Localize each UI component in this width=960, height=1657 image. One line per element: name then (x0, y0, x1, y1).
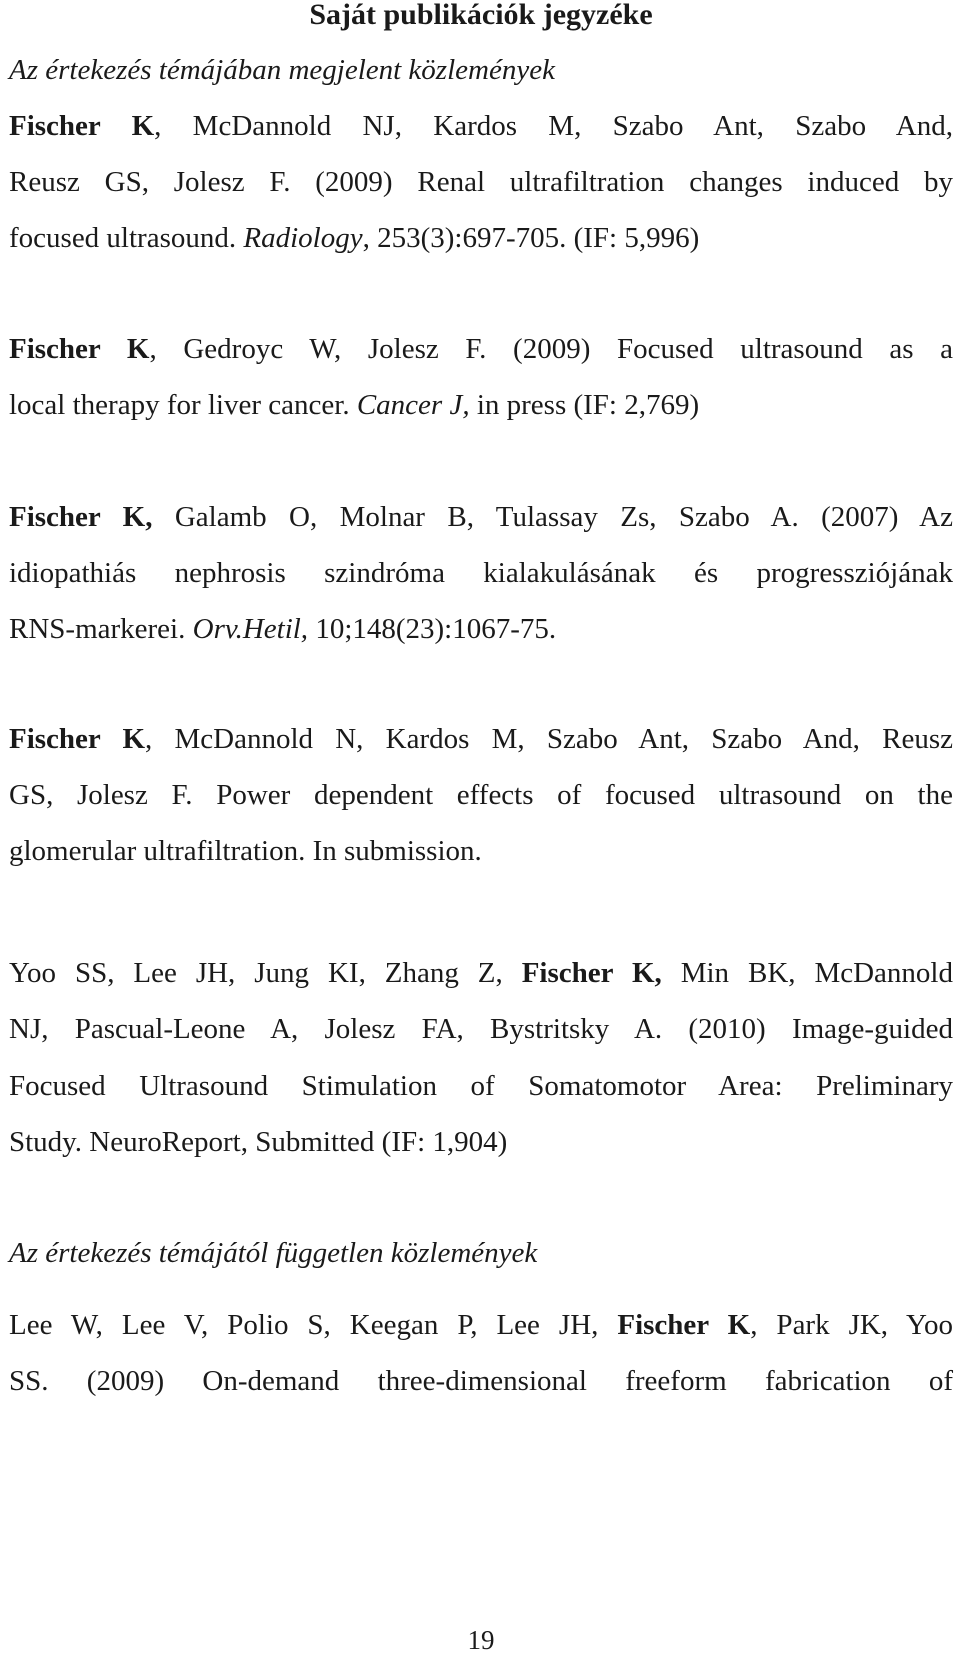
publication-line: Yoo SS, Lee JH, Jung KI, Zhang Z, Fischer K, Min BK, McDannold (9, 957, 953, 989)
page-title: Saját publikációk jegyzéke (309, 0, 653, 31)
section-heading-thesis-topic: Az értekezés témájában megjelent közlemények (9, 54, 555, 86)
publication-line: Fischer K, McDannold N, Kardos M, Szabo Ant, Szabo And, Reusz (9, 723, 953, 755)
publication-line: Fischer K, Gedroyc W, Jolesz F. (2009) Focused ultrasound as a (9, 333, 953, 365)
publication-line: glomerular ultrafiltration. In submission. (9, 835, 482, 867)
publication-line: Reusz GS, Jolesz F. (2009) Renal ultrafiltration changes induced by (9, 166, 953, 198)
publication-line: focused ultrasound. Radiology, 253(3):697-705. (IF: 5,996) (9, 222, 700, 254)
publication-line: Fischer K, Galamb O, Molnar B, Tulassay Zs, Szabo A. (2007) Az (9, 501, 953, 533)
journal-name: Orv.Hetil, (192, 613, 309, 645)
section-heading-independent: Az értekezés témájától független közlemények (9, 1237, 538, 1269)
author-highlight: Fischer K (9, 110, 155, 142)
page-number: 19 (467, 1625, 495, 1655)
publication-line: local therapy for liver cancer. Cancer J, in press (IF: 2,769) (9, 389, 700, 421)
publication-line: SS. (2009) On-demand three-dimensional freeform fabrication of (9, 1365, 953, 1397)
author-highlight: Fischer K (9, 723, 146, 755)
publication-line: idiopathiás nephrosis szindróma kialakulásának és progressziójának (9, 557, 953, 589)
publication-line: NJ, Pascual-Leone A, Jolesz FA, Bystritsky A. (2010) Image-guided (9, 1013, 953, 1045)
publication-line: RNS-markerei. Orv.Hetil, 10;148(23):1067-75. (9, 613, 557, 645)
author-highlight: Fischer K (9, 333, 150, 365)
author-highlight: Fischer K (617, 1309, 751, 1341)
journal-name: Cancer J, (356, 389, 470, 421)
author-highlight: Fischer K, (9, 501, 153, 533)
author-highlight: Fischer K, (521, 957, 662, 989)
publication-line: Study. NeuroReport, Submitted (IF: 1,904) (9, 1126, 508, 1158)
publication-line: Fischer K, McDannold NJ, Kardos M, Szabo Ant, Szabo And, (9, 110, 953, 142)
publication-line: GS, Jolesz F. Power dependent effects of focused ultrasound on the (9, 779, 953, 811)
publication-line: Lee W, Lee V, Polio S, Keegan P, Lee JH, Fischer K, Park JK, Yoo (9, 1309, 953, 1341)
journal-name: Radiology (243, 222, 363, 254)
publication-line: Focused Ultrasound Stimulation of Somatomotor Area: Preliminary (9, 1070, 953, 1102)
